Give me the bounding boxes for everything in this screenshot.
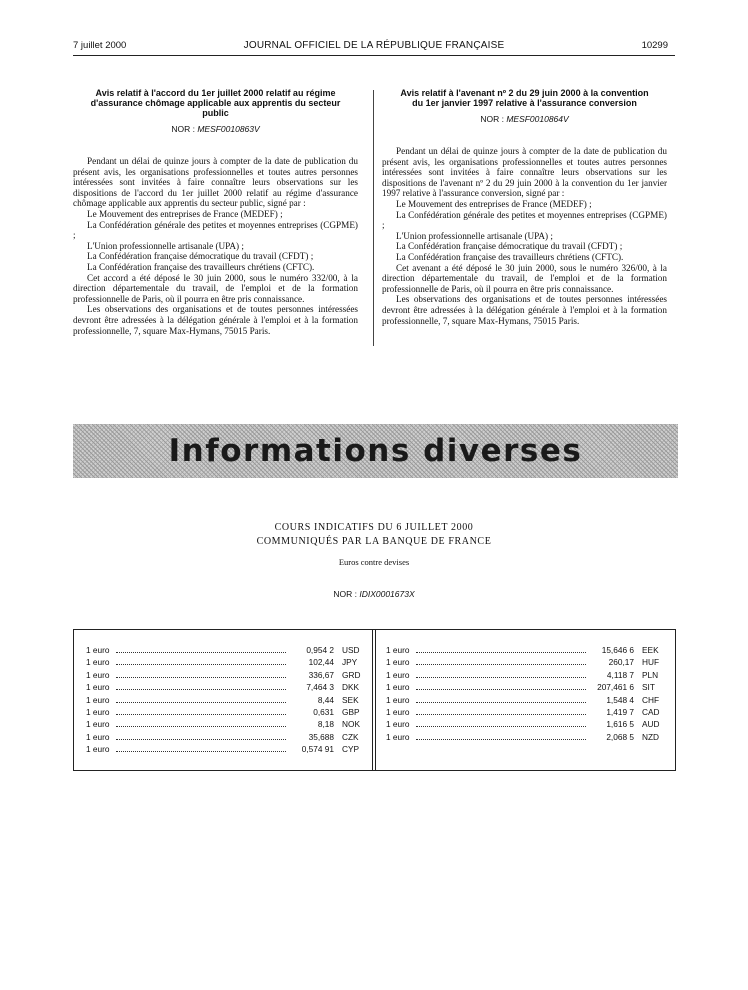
section-banner-title: Informations diverses [168,433,583,469]
signatory: La Confédération française des travailleurs chrétiens (CFTC). [87,261,315,272]
rate-value: 102,44 [308,657,334,668]
rates-left-column [86,644,366,756]
rate-label: 1 euro [86,657,110,668]
rate-value: 336,67 [308,669,334,680]
rate-value: 0,631 [313,706,334,717]
rate-label: 1 euro [86,694,110,705]
signatory: La Confédération générale des petites et moyennes entreprises (CGPME) ; [382,209,667,231]
rate-label: 1 euro [86,706,110,717]
currency-code: JPY [342,657,358,668]
signatory: L'Union professionnelle artisanale (UPA) ; [396,230,553,241]
signatory: La Confédération française démocratique du travail (CFDT) ; [396,241,623,252]
currency-code: PLN [642,669,659,680]
nor-code: IDIX0001673X [359,589,415,599]
currency-code: SIT [642,682,655,693]
rate-value: 1,548 4 [606,694,634,705]
currency-code: CHF [642,694,660,705]
rate-label: 1 euro [386,669,410,680]
paragraph: Pendant un délai de quinze jours à compter de la date de publication du présent avis, les organisations professionnelles et toutes autres personnes intéressées sont invitées à faire connaître leurs observations sur les dispositions de l'avenant nº 2 du 29 juin 2000 à la convention du 1er janvier 1997 relative à l'assurance conversion, signé par : [382,146,667,199]
currency-code: USD [342,645,360,655]
currency-code: GRD [342,669,361,680]
signatory: La Confédération française des travailleurs chrétiens (CFTC). [396,251,624,262]
rate-row [386,706,666,718]
rate-row [386,718,666,730]
leader-dots [416,689,586,690]
leader-dots [116,739,286,740]
cours-heading-line2: COMMUNIQUÉS PAR LA BANQUE DE FRANCE [256,536,492,547]
rate-row [86,706,366,718]
cours-nor [0,589,748,599]
rate-value: 15,646 6 [601,645,634,655]
rate-row [86,656,366,668]
rate-row [386,656,666,668]
rate-value: 35,688 [308,731,334,742]
rate-row [386,669,666,681]
currency-code: CYP [342,744,360,755]
nor-code: MESF0010863V [197,124,260,134]
leader-dots [416,726,586,727]
section-banner [73,424,678,478]
journal-title: JOURNAL OFFICIEL DE LA RÉPUBLIQUE FRANÇAISE [243,40,505,51]
rate-row [86,644,366,656]
leader-dots [116,714,286,715]
signatory: L'Union professionnelle artisanale (UPA) ; [87,240,244,251]
rate-label: 1 euro [86,645,110,655]
avis-left-title: Avis relatif à l'accord du 1er juillet 2000 relatif au régime d'assurance chômage applicable aux apprentis du secteur public [90,88,341,118]
rate-label: 1 euro [86,744,110,755]
rates-separator [372,630,373,770]
header-date: 7 juillet 2000 [73,40,127,51]
rate-value: 207,461 6 [597,682,634,693]
page-number: 10299 [641,40,668,51]
rate-value: 7,464 3 [306,682,334,693]
rate-label: 1 euro [86,731,110,742]
rate-row [86,743,366,755]
rate-label: 1 euro [386,719,410,730]
rates-table [73,629,676,771]
leader-dots [416,714,586,715]
currency-code: GBP [342,706,360,717]
avis-left [73,88,358,336]
nor-code: MESF0010864V [506,114,569,124]
paragraph: Les observations des organisations et de toutes personnes intéressées devront être adressées à la délégation générale à l'emploi et à la formation professionnelle, 7, square Max-Hymans, 75015 Paris. [382,294,667,326]
currency-code: EEK [642,645,659,655]
column-separator [373,90,374,346]
signatory: Le Mouvement des entreprises de France (MEDEF) ; [396,198,592,209]
currency-code: CZK [342,731,359,742]
rate-value: 1,616 5 [606,719,634,730]
rate-label: 1 euro [86,669,110,680]
rate-row [86,731,366,743]
leader-dots [116,702,286,703]
rates-right-column [386,644,666,743]
signatory: La Confédération générale des petites et moyennes entreprises (CGPME) ; [73,219,358,241]
currency-code: HUF [642,657,660,668]
rate-label: 1 euro [386,731,410,742]
rate-row [386,681,666,693]
signatory: La Confédération française démocratique du travail (CFDT) ; [87,251,314,262]
leader-dots [116,652,286,653]
signatory: Le Mouvement des entreprises de France (MEDEF) ; [87,208,283,219]
avis-left-nor [73,124,358,134]
rate-label: 1 euro [386,657,410,668]
rate-row [86,669,366,681]
rate-row [386,644,666,656]
leader-dots [116,689,286,690]
paragraph: Cet avenant a été déposé le 30 juin 2000, sous le numéro 326/00, à la direction départementale du travail, de l'emploi et de la formation professionnelle de Paris, où il pourra en être pris connaissance. [382,262,667,294]
rate-value: 1,419 7 [606,706,634,717]
rate-label: 1 euro [86,682,110,693]
rate-label: 1 euro [86,719,110,730]
cours-subtitle: Euros contre devises [338,557,410,567]
cours-heading-line1: COURS INDICATIFS DU 6 JUILLET 2000 [274,522,474,533]
rate-row [386,694,666,706]
currency-code: DKK [342,682,360,693]
currency-code: SEK [342,694,359,705]
paragraph: Pendant un délai de quinze jours à compter de la date de publication du présent avis, les organisations professionnelles et toutes autres personnes intéressées sont invitées à faire connaître leurs observations sur les dispositions de l'accord du 1er juillet 2000 relatif au régime d'assurance chômage applicable aux apprentis du secteur public, signé par : [73,156,358,209]
rate-row [86,681,366,693]
rate-value: 2,068 5 [606,731,634,742]
nor-label: NOR : [480,114,504,124]
rate-value: 0,954 2 [306,645,334,655]
rate-value: 0,574 91 [301,744,334,755]
leader-dots [116,664,286,665]
rate-label: 1 euro [386,706,410,717]
leader-dots [116,751,286,752]
rate-value: 260,17 [608,657,634,668]
nor-label: NOR : [171,124,195,134]
avis-right-title: Avis relatif à l'avenant nº 2 du 29 juin 2000 à la convention du 1er janvier 1997 relative à l'assurance conversion [400,88,649,108]
avis-right-nor [382,114,667,124]
rate-label: 1 euro [386,694,410,705]
rate-value: 4,118 7 [606,669,634,680]
rate-label: 1 euro [386,682,410,693]
paragraph: Les observations des organisations et de toutes personnes intéressées devront être adressées à la délégation générale à l'emploi et à la formation professionnelle, 7, square Max-Hymans, 75015 Paris. [73,304,358,336]
header-rule [73,55,675,56]
rate-value: 8,44 [317,694,334,705]
rate-label: 1 euro [386,645,410,655]
leader-dots [416,739,586,740]
leader-dots [116,726,286,727]
rate-row [86,694,366,706]
currency-code: NZD [642,731,660,742]
leader-dots [416,677,586,678]
avis-right [382,88,667,326]
nor-label: NOR : [333,589,357,599]
leader-dots [416,702,586,703]
currency-code: CAD [642,706,660,717]
leader-dots [416,652,586,653]
rates-separator [375,630,376,770]
leader-dots [416,664,586,665]
rate-row [386,731,666,743]
leader-dots [116,677,286,678]
paragraph: Cet accord a été déposé le 30 juin 2000, sous le numéro 332/00, à la direction départementale du travail, de l'emploi et de la formation professionnelle de Paris, où il pourra en être pris connaissance. [73,272,358,304]
rate-value: 8,18 [317,719,334,730]
rate-row [86,718,366,730]
currency-code: AUD [642,719,660,730]
currency-code: NOK [342,719,360,730]
